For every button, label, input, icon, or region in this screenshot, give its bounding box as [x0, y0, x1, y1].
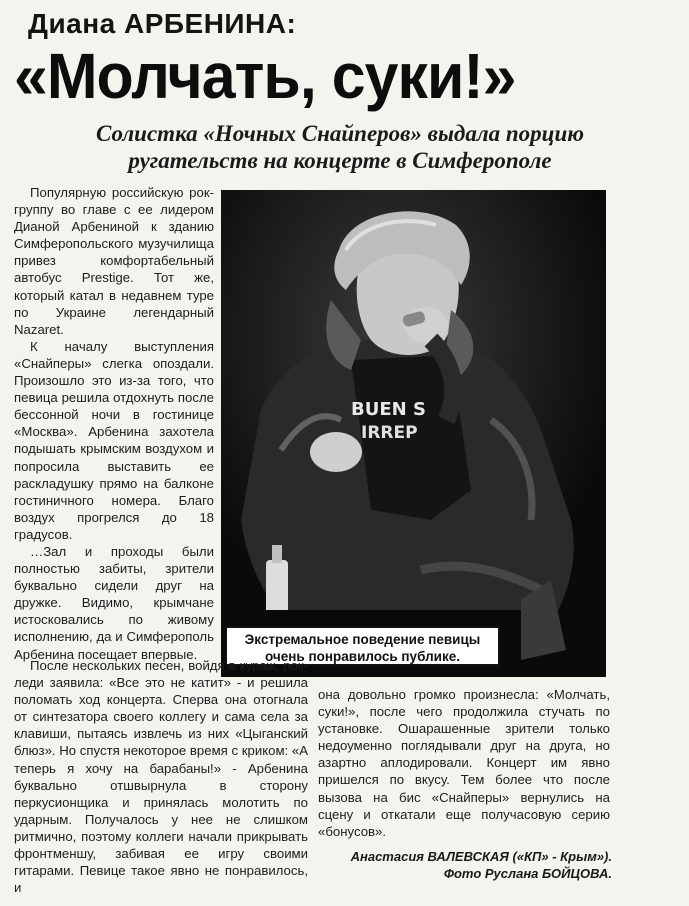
singer-photo-illustration [221, 190, 606, 677]
paragraph: Популярную российскую рок-группу во главе с ее лидером Дианой Арбениной к зданию Симферопольского музучилища привез комфортабельный автобус Prestige. Тот же, который катал в недавнем туре по Украине легендарный Nazaret. [14, 185, 214, 337]
paragraph: К началу выступления «Снайперы» слегка опоздали. Произошло это из-за того, что певица решила отдохнуть после бессонной ночи в гостинице «Москва». Арбенина захотела подышать крымским воздухом и попросила выставить ее раскладушку прямо на балконе гостиничного номера. Благо воздух прогрелся до 18 градусов. [14, 338, 214, 542]
concert-photo [221, 190, 606, 677]
right-bottom-column [318, 686, 610, 840]
paragraph: …Зал и проходы были полностью забиты, зрители буквально сидели друг на дружке. Видимо, крымчане истосковались по живому исполнению, да и Симферополь Арбенина посещает впервые. [14, 543, 214, 662]
article-subhead: Солистка «Ночных Снайперов» выдала порцию ругательств на концерте в Симферополе [95, 121, 585, 173]
left-column [14, 184, 214, 663]
paragraph: После нескольких песен, войдя в кураж, рок-леди заявила: «Все это не катит» - и решила поломать ход концерта. Сперва она отогнала от синтезатора своего коллегу и сама села за клавиши, пытаясь извлечь из них «Цыганский блюз». Но спустя некоторое время с криком: «А теперь я хочу на барабаны!» - Арбенина буквально отшвырнула в сторону перкусионщика и принялась молотить по ударным. Получалось у нее не слишком ритмично, поэтому коллеги начали прикрывать фронтменшу, забивая ее игру своими гитарами. Певице такое явно не понравилось, и [14, 658, 308, 896]
shirt-print-line-1: BUEN S [351, 399, 426, 420]
photo-credit: Фото Руслана БОЙЦОВА. [443, 866, 612, 881]
article-kicker: Диана АРБЕНИНА: [28, 8, 297, 39]
byline [330, 848, 612, 882]
author: Анастасия ВАЛЕВСКАЯ («КП» - Крым»). [350, 849, 612, 864]
shirt-print-line-2: IRREP [361, 423, 418, 443]
photo-caption: Экстремальное поведение певицы очень понравилось публике. [225, 626, 500, 666]
article-headline: «Молчать, суки!» [14, 40, 516, 112]
paragraph: она довольно громко произнесла: «Молчать, суки!», после чего продолжила стучать по установке. Ошарашенные зрители только недоуменно поглядывали друг на друга, но азартно аплодировали. Концерт им явно пришелся по вкусу. Тем более что после вызова на бис «Снайперы» вернулись на сцену и откатали еще получасовую серию «бонусов». [318, 687, 610, 839]
left-bottom-column [14, 657, 308, 896]
